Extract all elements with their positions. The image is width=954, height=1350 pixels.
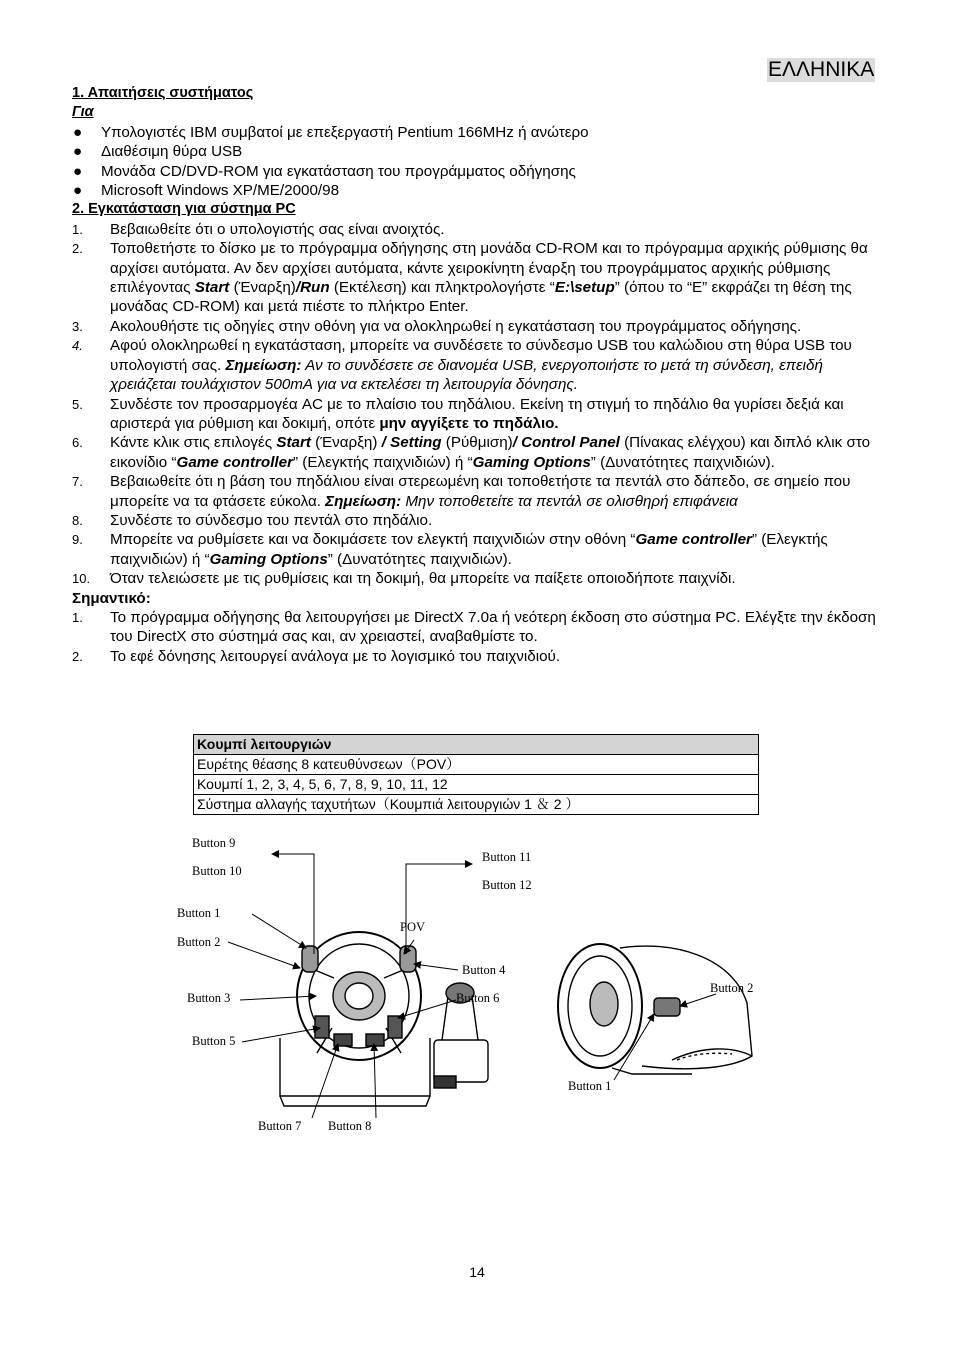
install-step-4: 4. Αφού ολοκληρωθεί η εγκατάσταση, μπορείτε να συνδέσετε το σύνδεσμο USB του καλώδιου στη θύρα USB του υπολογιστή σας. Σημείωση: Αν το συνδέσετε σε διανομέα USB, ενεργοποιήστε το μετά τη σύνδεση, επειδή χρειάζεται τουλάχιστον 500mA για να εκτελέσει τη λειτουργία δόνησης. (72, 337, 852, 394)
bullet-icon: ● (73, 162, 83, 180)
steering-wheel-illustration (280, 932, 488, 1106)
label-button-5: Button 5 (192, 1034, 236, 1048)
important-heading: Σημαντικό: (72, 589, 151, 607)
install-step-9: 9. Μπορείτε να ρυθμίσετε και να δοκιμάσετε τον ελεγκτή παιχνιδιών στην οθόνη “Game controller” (Ελεγκτής παιχνιδιών) ή “Gaming Options” (Δυνατότητες παιχνιδιών). (72, 531, 828, 568)
requirement-item: ● Υπολογιστές IBM συμβατοί με επεξεργαστή Pentium 166MHz ή ανώτερο (73, 123, 589, 141)
table-row: Ευρέτης θέασης 8 κατευθύνσεων（POV） (194, 755, 759, 775)
important-item-1: 1. Το πρόγραμμα οδήγησης θα λειτουργήσει με DirectX 7.0a ή νεότερη έκδοση στο σύστημα PC. Ελέγξτε την έκδοση του DirectX στο σύστημά σας και, αν χρειαστεί, αναβαθμίστε το. (72, 608, 876, 646)
requirements-subheading: Για (72, 104, 94, 121)
label-button-9: Button 9 (192, 836, 236, 850)
important-item-2: 2. Το εφέ δόνησης λειτουργεί ανάλογα με το λογισμικό του παιχνιδιού. (72, 647, 561, 665)
document-body (72, 84, 884, 666)
table-row: Κουμπί 1, 2, 3, 4, 5, 6, 7, 8, 9, 10, 11, 12 (194, 775, 759, 795)
page-number: 14 (469, 1264, 485, 1280)
install-step-6: 6. Κάντε κλικ στις επιλογές Start (Έναρξη) / Setting (Ρύθμιση)/ Control Panel (Πίνακας ελέγχου) και διπλό κλικ στο εικονίδιο “Game controller” (Ελεγκτής παιχνιδιών) ή “Gaming Options” (Δυνατότητες παιχνιδιών). (72, 434, 871, 471)
install-step-3: 3. Ακολουθήστε τις οδηγίες στην οθόνη για να ολοκληρωθεί η εγκατάσταση του προγράμματος οδήγησης. (72, 317, 802, 335)
function-buttons-table (193, 734, 759, 815)
label-button-3: Button 3 (187, 991, 231, 1005)
steering-wheel-diagram (172, 828, 796, 1140)
bullet-icon: ● (73, 123, 83, 141)
installation-heading: 2. Εγκατάσταση για σύστημα PC (72, 201, 296, 218)
label-button-1: Button 1 (177, 906, 221, 920)
install-step-7: 7. Βεβαιωθείτε ότι η βάση του πηδάλιου είναι στερεωμένη και τοποθετήστε τα πεντάλ στο δάπεδο, σε σημείο που μπορείτε να τα φτάσετε εύκολα. Σημείωση: Μην τοποθετείτε τα πεντάλ σε ολισθηρή επιφάνεια (72, 473, 851, 510)
label-button-11: Button 11 (482, 850, 532, 864)
label-button-8: Button 8 (328, 1119, 372, 1133)
label-side-button-1: Button 1 (568, 1079, 612, 1093)
install-step-5: 5. Συνδέστε τον προσαρμογέα AC με το πλαίσιο του πηδάλιου. Εκείνη τη στιγμή το πηδάλιο θα γυρίσει δεξιά και αριστερά για ρύθμιση και δοκιμή, οπότε μην αγγίξετε το πηδάλιο. (72, 395, 844, 432)
requirement-item: ● Μονάδα CD/DVD-ROM για εγκατάσταση του προγράμματος οδήγησης (73, 162, 576, 180)
install-step-2: 2. Τοποθετήστε το δίσκο με το πρόγραμμα οδήγησης στη μονάδα CD-ROM και το πρόγραμμα αρχικής ρύθμισης θα αρχίσει αυτόματα. Αν δεν αρχίσει αυτόματα, κάντε χειροκίνητη έναρξη του προγράμματος αρχικής ρύθμισης επιλέγοντας Start (Έναρξη)/Run (Εκτέλεση) και πληκτρολογήστε “E:\setup” (όπου το “E” εκφράζει τη θέση της μονάδας CD-ROM) και μετά πιέστε το πλήκτρο Enter. (72, 240, 868, 316)
label-button-7: Button 7 (258, 1119, 302, 1133)
install-step-1: 1. Βεβαιωθείτε ότι ο υπολογιστής σας είναι ανοιχτός. (72, 220, 445, 238)
requirement-item: ● Microsoft Windows XP/ME/2000/98 (73, 182, 340, 200)
label-side-button-2: Button 2 (710, 981, 754, 995)
table-header: Κουμπί λειτουργιών (194, 735, 759, 755)
table-row: Σύστημα αλλαγής ταχυτήτων（Κουμπιά λειτουργιών 1 ＆ 2 ） (194, 795, 759, 815)
label-button-4: Button 4 (462, 963, 506, 977)
bullet-icon: ● (73, 143, 83, 161)
install-step-8: 8. Συνδέστε το σύνδεσμο του πεντάλ στο πηδάλιο. (72, 511, 433, 529)
install-step-10: 10. Όταν τελειώσετε με τις ρυθμίσεις και τη δοκιμή, θα μπορείτε να παίξετε οποιοδήποτε παιχνίδι. (72, 570, 736, 588)
language-label: ΕΛΛΗΝΙΚΑ (768, 58, 875, 81)
label-button-12: Button 12 (482, 878, 532, 892)
label-button-6: Button 6 (456, 991, 500, 1005)
label-pov: POV (400, 920, 426, 934)
label-button-10: Button 10 (192, 864, 242, 878)
requirement-item: ● Διαθέσιμη θύρα USB (73, 143, 243, 161)
label-button-2: Button 2 (177, 935, 221, 949)
requirements-heading: 1. Απαιτήσεις συστήματος (72, 85, 254, 101)
side-view-illustration (558, 944, 752, 1074)
bullet-icon: ● (73, 182, 83, 200)
